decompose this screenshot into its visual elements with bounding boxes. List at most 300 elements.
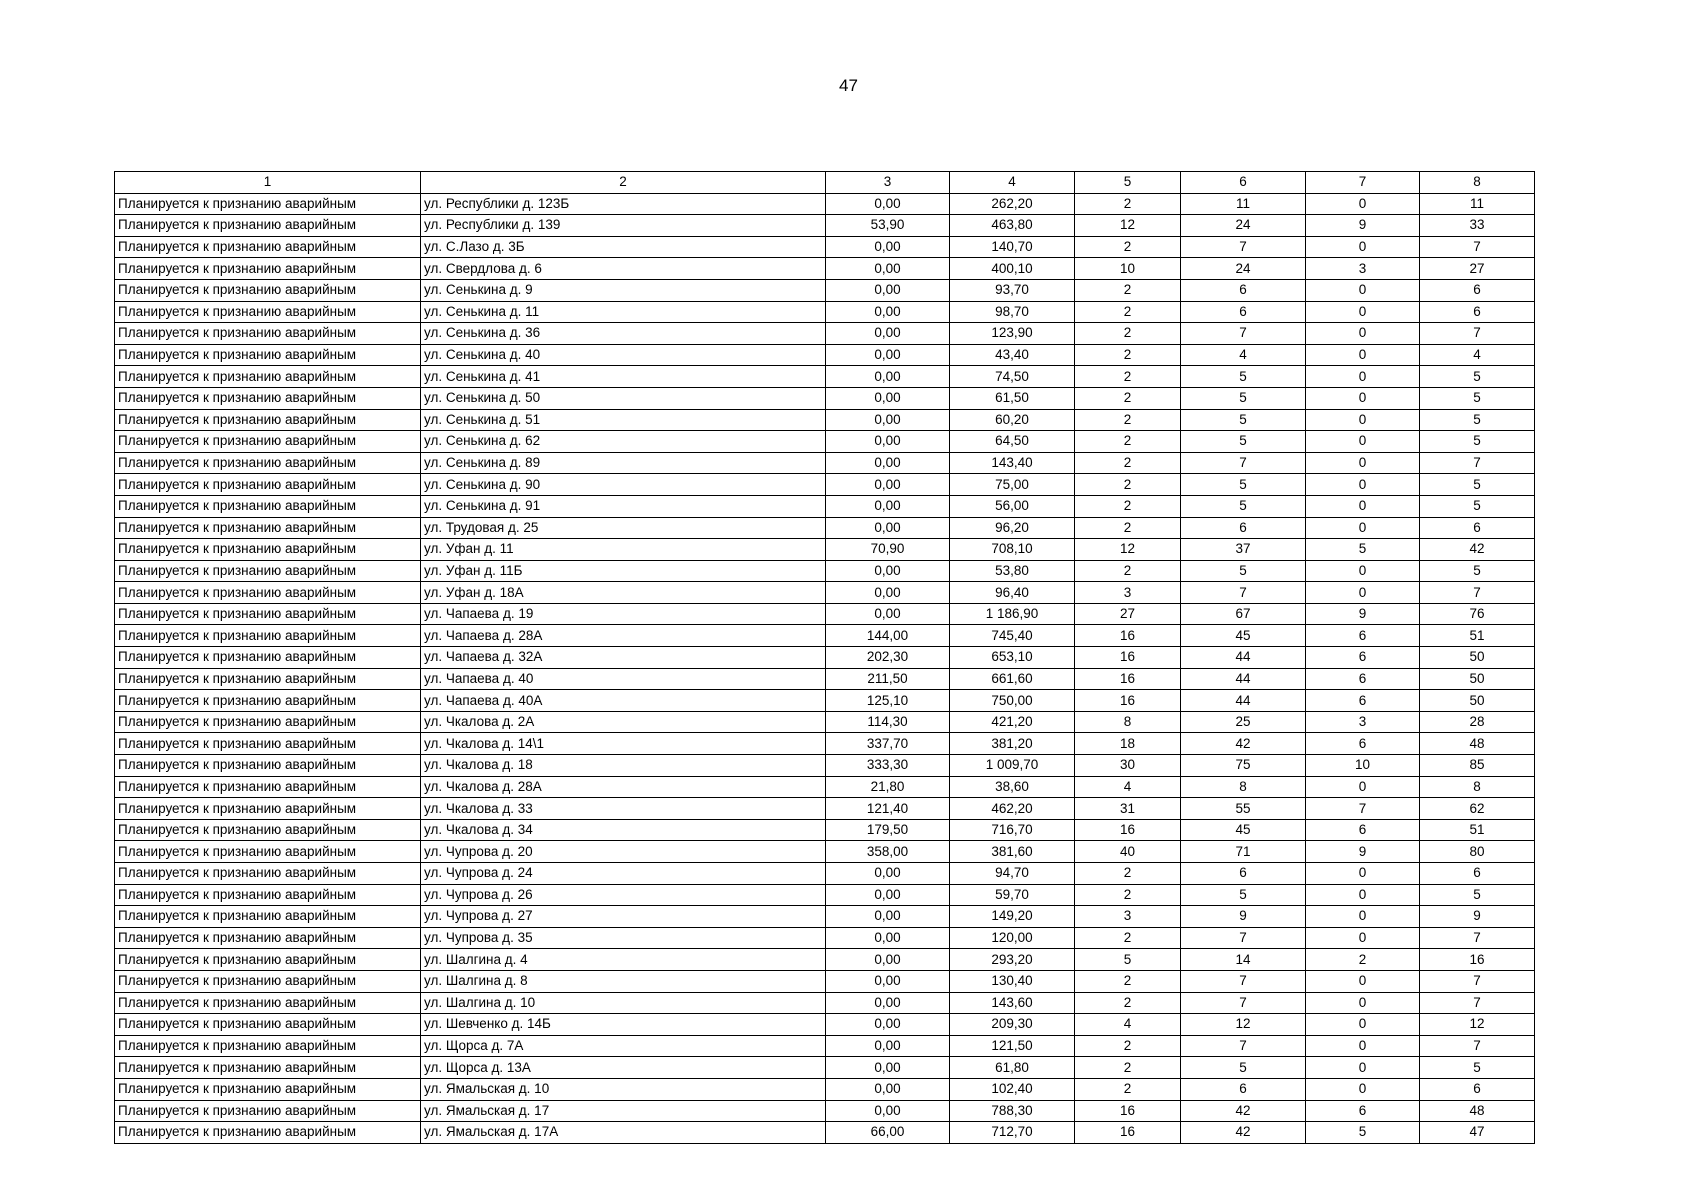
address-cell: ул. Чкалова д. 33 [421, 798, 826, 820]
value-cell: 2 [1075, 301, 1181, 323]
value-cell: 0 [1306, 884, 1420, 906]
table-row [115, 1014, 1535, 1036]
value-cell: 6 [1306, 819, 1420, 841]
address-cell: ул. Чапаева д. 40 [421, 668, 826, 690]
value-cell: 381,60 [950, 841, 1075, 863]
value-cell: 143,40 [950, 452, 1075, 474]
value-cell: 5 [1181, 431, 1306, 453]
value-cell: 6 [1420, 1078, 1535, 1100]
value-cell: 6 [1420, 863, 1535, 885]
value-cell: 62 [1420, 798, 1535, 820]
value-cell: 400,10 [950, 258, 1075, 280]
value-cell: 716,70 [950, 819, 1075, 841]
table-row [115, 366, 1535, 388]
status-cell: Планируется к признанию аварийным [115, 906, 421, 928]
value-cell: 6 [1306, 733, 1420, 755]
value-cell: 98,70 [950, 301, 1075, 323]
address-cell: ул. Шалгина д. 10 [421, 992, 826, 1014]
table-row [115, 193, 1535, 215]
value-cell: 0 [1306, 1078, 1420, 1100]
value-cell: 44 [1181, 690, 1306, 712]
value-cell: 120,00 [950, 927, 1075, 949]
value-cell: 48 [1420, 1100, 1535, 1122]
address-cell: ул. С.Лазо д. 3Б [421, 236, 826, 258]
address-cell: ул. Сенькина д. 11 [421, 301, 826, 323]
address-cell: ул. Чапаева д. 40А [421, 690, 826, 712]
value-cell: 0 [1306, 387, 1420, 409]
value-cell: 0,00 [826, 906, 950, 928]
value-cell: 6 [1420, 279, 1535, 301]
value-cell: 80 [1420, 841, 1535, 863]
value-cell: 7 [1181, 970, 1306, 992]
value-cell: 0 [1306, 1057, 1420, 1079]
address-cell: ул. Ямальская д. 10 [421, 1078, 826, 1100]
value-cell: 5 [1181, 409, 1306, 431]
value-cell: 5 [1420, 495, 1535, 517]
value-cell: 0 [1306, 323, 1420, 345]
value-cell: 708,10 [950, 539, 1075, 561]
address-cell: ул. Чупрова д. 24 [421, 863, 826, 885]
value-cell: 64,50 [950, 431, 1075, 453]
value-cell: 0 [1306, 582, 1420, 604]
value-cell: 2 [1075, 474, 1181, 496]
status-cell: Планируется к признанию аварийным [115, 279, 421, 301]
value-cell: 16 [1075, 647, 1181, 669]
status-cell: Планируется к признанию аварийным [115, 258, 421, 280]
address-cell: ул. Уфан д. 11Б [421, 560, 826, 582]
value-cell: 143,60 [950, 992, 1075, 1014]
value-cell: 179,50 [826, 819, 950, 841]
column-header: 2 [421, 172, 826, 194]
table-row [115, 409, 1535, 431]
table-row [115, 1035, 1535, 1057]
value-cell: 96,20 [950, 517, 1075, 539]
table-row [115, 495, 1535, 517]
value-cell: 5 [1420, 1057, 1535, 1079]
value-cell: 0,00 [826, 344, 950, 366]
value-cell: 0 [1306, 409, 1420, 431]
value-cell: 3 [1306, 711, 1420, 733]
column-header: 6 [1181, 172, 1306, 194]
status-cell: Планируется к признанию аварийным [115, 625, 421, 647]
value-cell: 6 [1181, 863, 1306, 885]
address-cell: ул. Сенькина д. 91 [421, 495, 826, 517]
value-cell: 2 [1075, 560, 1181, 582]
address-cell: ул. Республики д. 123Б [421, 193, 826, 215]
value-cell: 0 [1306, 863, 1420, 885]
value-cell: 27 [1420, 258, 1535, 280]
table-row [115, 431, 1535, 453]
value-cell: 16 [1075, 1122, 1181, 1144]
value-cell: 61,80 [950, 1057, 1075, 1079]
status-cell: Планируется к признанию аварийным [115, 841, 421, 863]
status-cell: Планируется к признанию аварийным [115, 1057, 421, 1079]
value-cell: 6 [1420, 517, 1535, 539]
value-cell: 2 [1075, 323, 1181, 345]
status-cell: Планируется к признанию аварийным [115, 819, 421, 841]
value-cell: 0,00 [826, 863, 950, 885]
value-cell: 4 [1420, 344, 1535, 366]
status-cell: Планируется к признанию аварийным [115, 387, 421, 409]
value-cell: 0,00 [826, 992, 950, 1014]
value-cell: 9 [1306, 603, 1420, 625]
value-cell: 6 [1306, 690, 1420, 712]
value-cell: 11 [1181, 193, 1306, 215]
table-row [115, 647, 1535, 669]
address-cell: ул. Чкалова д. 34 [421, 819, 826, 841]
value-cell: 0 [1306, 1014, 1420, 1036]
value-cell: 12 [1420, 1014, 1535, 1036]
value-cell: 2 [1075, 863, 1181, 885]
value-cell: 0,00 [826, 517, 950, 539]
table-row [115, 970, 1535, 992]
value-cell: 7 [1420, 970, 1535, 992]
value-cell: 42 [1420, 539, 1535, 561]
value-cell: 2 [1075, 431, 1181, 453]
value-cell: 71 [1181, 841, 1306, 863]
value-cell: 33 [1420, 215, 1535, 237]
value-cell: 0,00 [826, 495, 950, 517]
value-cell: 2 [1075, 409, 1181, 431]
value-cell: 2 [1075, 495, 1181, 517]
status-cell: Планируется к признанию аварийным [115, 755, 421, 777]
value-cell: 2 [1075, 970, 1181, 992]
value-cell: 12 [1181, 1014, 1306, 1036]
table-row [115, 625, 1535, 647]
status-cell: Планируется к признанию аварийным [115, 949, 421, 971]
value-cell: 0 [1306, 517, 1420, 539]
value-cell: 75,00 [950, 474, 1075, 496]
value-cell: 7 [1420, 452, 1535, 474]
value-cell: 44 [1181, 647, 1306, 669]
table-body [115, 193, 1535, 1143]
table-row [115, 927, 1535, 949]
table-row [115, 668, 1535, 690]
status-cell: Планируется к признанию аварийным [115, 1078, 421, 1100]
column-header: 1 [115, 172, 421, 194]
value-cell: 7 [1181, 992, 1306, 1014]
status-cell: Планируется к признанию аварийным [115, 539, 421, 561]
value-cell: 50 [1420, 690, 1535, 712]
value-cell: 7 [1306, 798, 1420, 820]
value-cell: 3 [1075, 906, 1181, 928]
value-cell: 5 [1181, 387, 1306, 409]
value-cell: 130,40 [950, 970, 1075, 992]
value-cell: 121,50 [950, 1035, 1075, 1057]
value-cell: 93,70 [950, 279, 1075, 301]
value-cell: 5 [1181, 560, 1306, 582]
value-cell: 2 [1306, 949, 1420, 971]
value-cell: 10 [1075, 258, 1181, 280]
table-row [115, 884, 1535, 906]
value-cell: 4 [1075, 1014, 1181, 1036]
address-cell: ул. Чапаева д. 28А [421, 625, 826, 647]
value-cell: 7 [1420, 236, 1535, 258]
value-cell: 66,00 [826, 1122, 950, 1144]
status-cell: Планируется к признанию аварийным [115, 970, 421, 992]
value-cell: 11 [1420, 193, 1535, 215]
table-row [115, 279, 1535, 301]
value-cell: 381,20 [950, 733, 1075, 755]
value-cell: 0 [1306, 236, 1420, 258]
value-cell: 7 [1420, 992, 1535, 1014]
status-cell: Планируется к признанию аварийным [115, 668, 421, 690]
value-cell: 2 [1075, 193, 1181, 215]
value-cell: 5 [1181, 366, 1306, 388]
table-row [115, 711, 1535, 733]
table-row [115, 863, 1535, 885]
address-cell: ул. Чкалова д. 28А [421, 776, 826, 798]
status-cell: Планируется к признанию аварийным [115, 733, 421, 755]
value-cell: 42 [1181, 1122, 1306, 1144]
value-cell: 0,00 [826, 1035, 950, 1057]
value-cell: 5 [1420, 387, 1535, 409]
status-cell: Планируется к признанию аварийным [115, 431, 421, 453]
value-cell: 125,10 [826, 690, 950, 712]
value-cell: 12 [1075, 215, 1181, 237]
value-cell: 8 [1420, 776, 1535, 798]
value-cell: 6 [1420, 301, 1535, 323]
address-cell: ул. Сенькина д. 41 [421, 366, 826, 388]
table-row [115, 539, 1535, 561]
column-header: 4 [950, 172, 1075, 194]
address-cell: ул. Трудовая д. 25 [421, 517, 826, 539]
address-cell: ул. Щорса д. 7А [421, 1035, 826, 1057]
value-cell: 3 [1075, 582, 1181, 604]
data-table [114, 171, 1535, 1144]
value-cell: 61,50 [950, 387, 1075, 409]
value-cell: 333,30 [826, 755, 950, 777]
value-cell: 7 [1420, 1035, 1535, 1057]
value-cell: 0,00 [826, 387, 950, 409]
address-cell: ул. Сенькина д. 89 [421, 452, 826, 474]
value-cell: 114,30 [826, 711, 950, 733]
value-cell: 50 [1420, 647, 1535, 669]
address-cell: ул. Щорса д. 13А [421, 1057, 826, 1079]
value-cell: 337,70 [826, 733, 950, 755]
value-cell: 6 [1181, 517, 1306, 539]
address-cell: ул. Сенькина д. 90 [421, 474, 826, 496]
value-cell: 0,00 [826, 949, 950, 971]
status-cell: Планируется к признанию аварийным [115, 1035, 421, 1057]
value-cell: 0 [1306, 279, 1420, 301]
value-cell: 67 [1181, 603, 1306, 625]
value-cell: 44 [1181, 668, 1306, 690]
value-cell: 70,90 [826, 539, 950, 561]
value-cell: 0,00 [826, 409, 950, 431]
value-cell: 462,20 [950, 798, 1075, 820]
table-row [115, 819, 1535, 841]
status-cell: Планируется к признанию аварийным [115, 236, 421, 258]
value-cell: 0 [1306, 366, 1420, 388]
address-cell: ул. Чкалова д. 14\1 [421, 733, 826, 755]
status-cell: Планируется к признанию аварийным [115, 474, 421, 496]
value-cell: 0 [1306, 970, 1420, 992]
table-row [115, 582, 1535, 604]
table-row [115, 906, 1535, 928]
value-cell: 28 [1420, 711, 1535, 733]
value-cell: 0 [1306, 992, 1420, 1014]
value-cell: 211,50 [826, 668, 950, 690]
address-cell: ул. Чкалова д. 18 [421, 755, 826, 777]
table-row [115, 517, 1535, 539]
value-cell: 51 [1420, 625, 1535, 647]
value-cell: 653,10 [950, 647, 1075, 669]
value-cell: 0 [1306, 193, 1420, 215]
value-cell: 2 [1075, 1078, 1181, 1100]
value-cell: 0,00 [826, 1078, 950, 1100]
address-cell: ул. Сенькина д. 50 [421, 387, 826, 409]
value-cell: 5 [1420, 884, 1535, 906]
value-cell: 7 [1181, 927, 1306, 949]
value-cell: 7 [1181, 236, 1306, 258]
value-cell: 38,60 [950, 776, 1075, 798]
value-cell: 21,80 [826, 776, 950, 798]
value-cell: 5 [1181, 474, 1306, 496]
address-cell: ул. Шалгина д. 8 [421, 970, 826, 992]
value-cell: 0 [1306, 1035, 1420, 1057]
address-cell: ул. Сенькина д. 62 [421, 431, 826, 453]
value-cell: 50 [1420, 668, 1535, 690]
table-row [115, 798, 1535, 820]
value-cell: 5 [1420, 431, 1535, 453]
value-cell: 209,30 [950, 1014, 1075, 1036]
status-cell: Планируется к признанию аварийным [115, 798, 421, 820]
value-cell: 2 [1075, 366, 1181, 388]
value-cell: 0,00 [826, 884, 950, 906]
value-cell: 0,00 [826, 1100, 950, 1122]
value-cell: 7 [1420, 927, 1535, 949]
value-cell: 45 [1181, 625, 1306, 647]
address-cell: ул. Чкалова д. 2А [421, 711, 826, 733]
table-row [115, 215, 1535, 237]
value-cell: 7 [1181, 582, 1306, 604]
value-cell: 2 [1075, 927, 1181, 949]
value-cell: 2 [1075, 279, 1181, 301]
status-cell: Планируется к признанию аварийным [115, 863, 421, 885]
value-cell: 96,40 [950, 582, 1075, 604]
value-cell: 0,00 [826, 366, 950, 388]
status-cell: Планируется к признанию аварийным [115, 517, 421, 539]
status-cell: Планируется к признанию аварийным [115, 647, 421, 669]
status-cell: Планируется к признанию аварийным [115, 776, 421, 798]
value-cell: 5 [1420, 366, 1535, 388]
value-cell: 25 [1181, 711, 1306, 733]
value-cell: 9 [1306, 841, 1420, 863]
value-cell: 1 009,70 [950, 755, 1075, 777]
status-cell: Планируется к признанию аварийным [115, 927, 421, 949]
value-cell: 4 [1181, 344, 1306, 366]
value-cell: 6 [1181, 1078, 1306, 1100]
value-cell: 9 [1420, 906, 1535, 928]
value-cell: 6 [1306, 647, 1420, 669]
table-row [115, 474, 1535, 496]
value-cell: 463,80 [950, 215, 1075, 237]
value-cell: 42 [1181, 733, 1306, 755]
value-cell: 53,80 [950, 560, 1075, 582]
value-cell: 56,00 [950, 495, 1075, 517]
value-cell: 0,00 [826, 258, 950, 280]
value-cell: 16 [1075, 690, 1181, 712]
value-cell: 123,90 [950, 323, 1075, 345]
value-cell: 85 [1420, 755, 1535, 777]
address-cell: ул. Чупрова д. 26 [421, 884, 826, 906]
address-cell: ул. Ямальская д. 17А [421, 1122, 826, 1144]
value-cell: 0 [1306, 776, 1420, 798]
value-cell: 6 [1306, 1100, 1420, 1122]
table-row [115, 755, 1535, 777]
value-cell: 31 [1075, 798, 1181, 820]
value-cell: 5 [1181, 884, 1306, 906]
address-cell: ул. Чупрова д. 27 [421, 906, 826, 928]
column-header: 3 [826, 172, 950, 194]
status-cell: Планируется к признанию аварийным [115, 884, 421, 906]
address-cell: ул. Сенькина д. 36 [421, 323, 826, 345]
value-cell: 140,70 [950, 236, 1075, 258]
value-cell: 0 [1306, 301, 1420, 323]
value-cell: 2 [1075, 517, 1181, 539]
address-cell: ул. Ямальская д. 17 [421, 1100, 826, 1122]
value-cell: 8 [1075, 711, 1181, 733]
value-cell: 0,00 [826, 582, 950, 604]
value-cell: 5 [1306, 1122, 1420, 1144]
value-cell: 0,00 [826, 431, 950, 453]
value-cell: 74,50 [950, 366, 1075, 388]
value-cell: 9 [1181, 906, 1306, 928]
status-cell: Планируется к признанию аварийным [115, 711, 421, 733]
table-row [115, 733, 1535, 755]
table-row [115, 1122, 1535, 1144]
status-cell: Планируется к признанию аварийным [115, 366, 421, 388]
value-cell: 12 [1075, 539, 1181, 561]
status-cell: Планируется к признанию аварийным [115, 1100, 421, 1122]
value-cell: 48 [1420, 733, 1535, 755]
value-cell: 0,00 [826, 323, 950, 345]
value-cell: 16 [1075, 819, 1181, 841]
value-cell: 6 [1306, 668, 1420, 690]
value-cell: 2 [1075, 1057, 1181, 1079]
value-cell: 9 [1306, 215, 1420, 237]
value-cell: 16 [1075, 668, 1181, 690]
table-row [115, 344, 1535, 366]
value-cell: 7 [1181, 323, 1306, 345]
table-row [115, 1057, 1535, 1079]
value-cell: 53,90 [826, 215, 950, 237]
table-row [115, 452, 1535, 474]
column-header: 5 [1075, 172, 1181, 194]
address-cell: ул. Чапаева д. 19 [421, 603, 826, 625]
column-header: 8 [1420, 172, 1535, 194]
status-cell: Планируется к признанию аварийным [115, 409, 421, 431]
value-cell: 51 [1420, 819, 1535, 841]
table-row [115, 776, 1535, 798]
value-cell: 745,40 [950, 625, 1075, 647]
value-cell: 2 [1075, 344, 1181, 366]
value-cell: 5 [1306, 539, 1420, 561]
value-cell: 7 [1420, 323, 1535, 345]
value-cell: 3 [1306, 258, 1420, 280]
value-cell: 262,20 [950, 193, 1075, 215]
value-cell: 788,30 [950, 1100, 1075, 1122]
value-cell: 76 [1420, 603, 1535, 625]
status-cell: Планируется к признанию аварийным [115, 344, 421, 366]
table-row [115, 323, 1535, 345]
value-cell: 14 [1181, 949, 1306, 971]
status-cell: Планируется к признанию аварийным [115, 603, 421, 625]
value-cell: 421,20 [950, 711, 1075, 733]
table-row [115, 1078, 1535, 1100]
value-cell: 5 [1420, 409, 1535, 431]
